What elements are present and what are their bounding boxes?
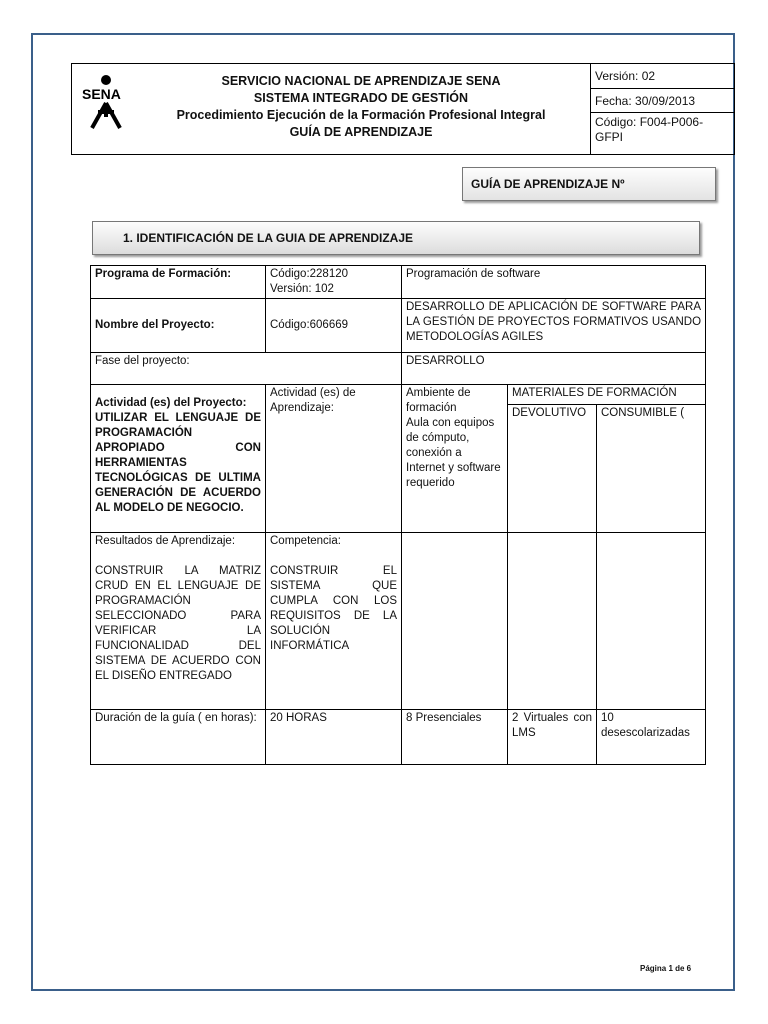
document-header [71,63,735,155]
org-line-2: SISTEMA INTEGRADO DE GESTIÓN [253,91,469,105]
org-line-1: SERVICIO NACIONAL DE APRENDIZAJE SENA [221,74,501,88]
table-row [91,710,706,765]
proyecto-nombre: DESARROLLO DE APLICACIÓN DE SOFTWARE PARA LA GESTIÓN DE PROYECTOS FORMATIVOS USANDO METODOLOGÍAS AGILES [402,299,706,353]
resultados-label: Resultados de Aprendizaje: [95,535,236,547]
table-row [91,353,706,385]
identification-table [90,265,706,765]
competencia-texto: CONSTRUIR EL SISTEMA QUE CUMPLA CON LOS REQUISITOS DE LA SOLUCIÓN INFORMÁTICA [270,565,397,652]
materiales-label: MATERIALES DE FORMACIÓN [508,385,706,405]
header-title-cell [72,64,591,154]
org-line-4: GUÍA DE APRENDIZAJE [289,125,433,139]
table-row [91,533,706,710]
code-label: Código: F004-P006-GFPI [595,115,704,144]
competencia-label: Competencia: [270,535,341,547]
org-line-3: Procedimiento Ejecución de la Formación Profesional Integral [176,108,546,122]
table-row [91,385,706,405]
duracion-virtuales: 2 Virtuales con LMS [508,710,597,765]
proyecto-label: Nombre del Proyecto: [91,299,266,353]
fase-label: Fase del proyecto: [91,353,402,385]
svg-text:SENA: SENA [82,86,121,102]
ambiente-cell [402,385,508,533]
actividad-aprendizaje-label: Actividad (es) de Aprendizaje: [266,385,402,533]
resultados-texto: CONSTRUIR LA MATRIZ CRUD EN EL LENGUAJE DE PROGRAMACIÓN SELECCIONADO PARA VERIFICAR LA FUNCIONALIDAD DEL SISTEMA DE ACUERDO CON EL DISEÑO ENTREGADO [95,565,261,682]
actividad-proyecto-cell [91,385,266,533]
duracion-label: Duración de la guía ( en horas): [91,710,266,765]
empty-cell [597,533,706,710]
table-row [91,266,706,299]
ambiente-label: Ambiente de formación [406,387,471,414]
version-label: Versión: 02 [591,64,734,89]
resultados-cell [91,533,266,710]
date-label: Fecha: 30/09/2013 [591,89,734,113]
programa-nombre: Programación de software [402,266,706,299]
section-title: 1. IDENTIFICACIÓN DE LA GUIA DE APRENDIZAJE [92,221,700,255]
ambiente-texto: Aula con equipos de cómputo, conexión a Internet y software requerido [406,417,501,489]
page-number: Página 1 de 6 [640,964,692,973]
duracion-desescolarizadas: 10 desescolarizadas [597,710,706,765]
header-meta [591,64,734,154]
empty-cell [402,533,508,710]
header-title [132,73,590,141]
proyecto-codigo: Código:606669 [266,299,402,353]
guide-number-box: GUÍA DE APRENDIZAJE Nº [462,167,716,201]
actividad-proyecto-label: Actividad (es) del Proyecto: [95,397,247,409]
duracion-presenciales: 8 Presenciales [402,710,508,765]
sena-logo [78,72,138,132]
actividad-proyecto-texto: UTILIZAR EL LENGUAJE DE PROGRAMACIÓN APROPIADO CON HERRAMIENTAS TECNOLÓGICAS DE ULTIMA GENERACIÓN DE ACUERDO AL MODELO DE NEGOCIO. [95,412,261,514]
programa-codigo: Código:228120 [270,268,349,280]
table-row [91,299,706,353]
consumible-label: CONSUMIBLE ( [597,405,706,533]
empty-cell [508,533,597,710]
devolutivo-label: DEVOLUTIVO [508,405,597,533]
programa-version: Versión: 102 [270,283,334,295]
programa-codigo-cell [266,266,402,299]
programa-label: Programa de Formación: [91,266,266,299]
duracion-total: 20 HORAS [266,710,402,765]
fase-valor: DESARROLLO [402,353,706,385]
competencia-cell [266,533,402,710]
